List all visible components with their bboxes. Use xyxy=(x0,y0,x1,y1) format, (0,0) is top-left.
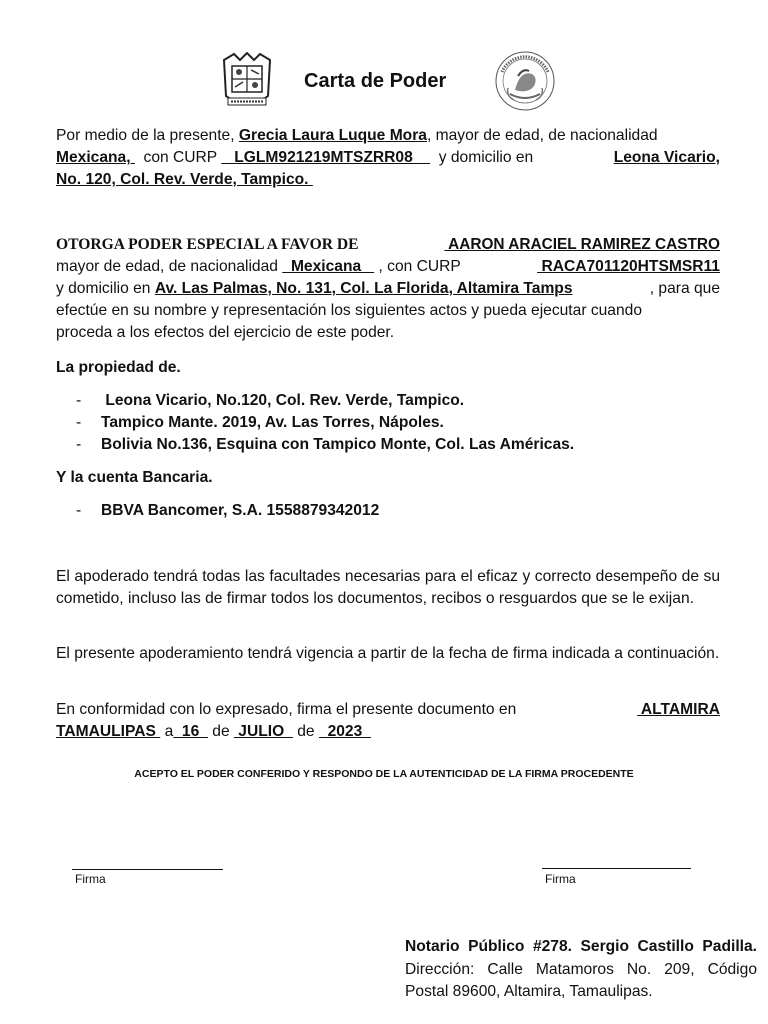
signature-label-left: Firma xyxy=(75,872,106,886)
text: con CURP xyxy=(134,149,222,166)
validity-paragraph: El presente apoderamiento tendrá vigencia a partir de la fecha de firma indicada a continuación. xyxy=(56,645,720,662)
page-title: Carta de Poder xyxy=(304,70,447,92)
attorney-curp: RACA701120HTSMSR11 xyxy=(537,258,720,275)
bullet-dash: - xyxy=(76,414,82,431)
grant-heading: OTORGA PODER ESPECIAL A FAVOR DE xyxy=(56,236,359,253)
tamaulipas-seal-icon xyxy=(218,52,276,112)
text: mayor de edad, de nacionalidad xyxy=(56,258,283,275)
bank-account-item: BBVA Bancomer, S.A. 1558879342012 xyxy=(101,502,380,519)
grantor-address-line1: Leona Vicario, xyxy=(613,149,720,166)
grant-paragraph xyxy=(56,234,720,344)
text: y domicilio en xyxy=(430,149,538,166)
list-item xyxy=(76,412,444,434)
text: , mayor de edad, de nacionalidad xyxy=(426,127,658,144)
signature-label-right: Firma xyxy=(545,872,576,886)
property-item: Bolivia No.136, Esquina con Tampico Monte, Col. Las Américas. xyxy=(101,436,575,453)
bank-heading: Y la cuenta Bancaria. xyxy=(56,469,213,486)
text: Por medio de la presente, xyxy=(56,127,239,144)
property-item: Leona Vicario, No.120, Col. Rev. Verde, Tampico. xyxy=(101,392,465,409)
powers-paragraph: El apoderado tendrá todas las facultades necesarias para el eficaz y correcto desempeño de su cometido, incluso las de firmar todos los documentos, recibos o resguardos que se le exijan. xyxy=(56,568,720,607)
property-item: Tampico Mante. 2019, Av. Las Torres, Nápoles. xyxy=(101,414,444,431)
signature-line-right xyxy=(542,868,691,869)
signing-year: 2023 xyxy=(318,723,371,740)
signing-place-line1: ALTAMIRA xyxy=(637,701,720,718)
attorney-nationality: Mexicana xyxy=(282,258,375,275)
grantor-name: Grecia Laura Luque Mora xyxy=(238,127,427,144)
bullet-dash: - xyxy=(76,392,82,409)
signature-line-left xyxy=(72,869,223,870)
grantor-paragraph xyxy=(56,125,720,191)
signing-month: JULIO xyxy=(233,723,293,740)
attorney-name: AARON ARACIEL RAMIREZ CASTRO xyxy=(444,236,720,253)
text: , para que xyxy=(649,280,720,297)
grantor-nationality: Mexicana, xyxy=(56,149,135,166)
grantor-address-line2: No. 120, Col. Rev. Verde, Tampico. xyxy=(56,171,313,188)
text: , con CURP xyxy=(374,258,465,275)
signing-place-line2: TAMAULIPAS xyxy=(56,723,161,740)
text: proceda a los efectos del ejercicio de este poder. xyxy=(56,324,395,341)
bullet-dash: - xyxy=(76,436,82,453)
notary-address: Dirección: Calle Matamoros No. 209, Código Postal 89600, Altamira, Tamaulipas. xyxy=(405,960,757,1000)
text: En conformidad con lo expresado, firma el presente documento en xyxy=(56,701,517,718)
mexico-seal-icon xyxy=(494,50,556,112)
document-header xyxy=(0,50,768,120)
text: efectúe en su nombre y representación los siguientes actos y pueda ejecutar cuando xyxy=(56,302,642,319)
text: de xyxy=(207,723,234,740)
property-heading: La propiedad de. xyxy=(56,359,181,376)
attorney-address: Av. Las Palmas, No. 131, Col. La Florida, Altamira Tamps xyxy=(154,280,573,297)
bullet-dash: - xyxy=(76,502,82,519)
notary-name: Notario Público #278. Sergio Castillo Padilla. xyxy=(405,938,757,955)
text: a xyxy=(160,723,174,740)
signing-day: 16 xyxy=(173,723,208,740)
list-item xyxy=(76,390,464,412)
list-item xyxy=(76,500,379,522)
text: y domicilio en xyxy=(56,280,155,297)
signing-paragraph xyxy=(56,699,720,743)
notary-block xyxy=(405,936,757,1004)
text: de xyxy=(292,723,319,740)
grantor-curp: LGLM921219MTSZRR08 xyxy=(221,149,431,166)
list-item xyxy=(76,434,574,456)
acceptance-statement: ACEPTO EL PODER CONFERIDO Y RESPONDO DE LA AUTENTICIDAD DE LA FIRMA PROCEDENTE xyxy=(134,768,634,780)
